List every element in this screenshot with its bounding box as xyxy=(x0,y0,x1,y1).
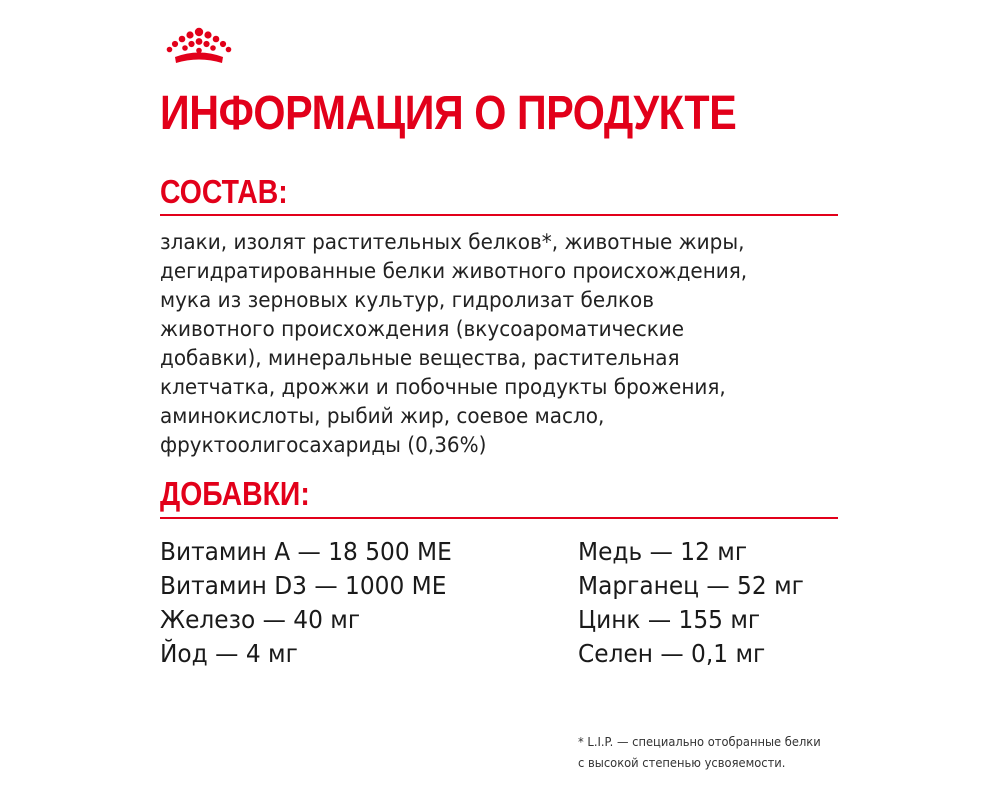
footnote xyxy=(578,731,821,773)
additive-item: Железо — 40 мг xyxy=(160,605,361,634)
footnote-line: с высокой степенью усвояемости. xyxy=(578,755,786,770)
composition-line: животного происхождения (вкусоароматические xyxy=(160,317,685,342)
additives-heading: ДОБАВКИ: xyxy=(160,475,310,512)
additive-item: Селен — 0,1 мг xyxy=(578,639,766,668)
composition-text xyxy=(160,228,811,460)
composition-line: злаки, изолят растительных белков*, животные жиры, xyxy=(160,230,745,255)
additives-list-left xyxy=(160,535,452,671)
page-title: ИНФОРМАЦИЯ О ПРОДУКТЕ xyxy=(160,87,737,140)
composition-line: фруктоолигосахариды (0,36%) xyxy=(160,433,487,458)
composition-line: дегидратированные белки животного происхождения, xyxy=(160,259,748,284)
composition-divider xyxy=(160,214,838,216)
additive-item: Медь — 12 мг xyxy=(578,537,748,566)
footnote-line: * L.I.P. — специально отобранные белки xyxy=(578,734,821,749)
additive-item: Витамин D3 — 1000 МЕ xyxy=(160,571,447,600)
composition-line: клетчатка, дрожжи и побочные продукты брожения, xyxy=(160,375,726,400)
composition-line: аминокислоты, рыбий жир, соевое масло, xyxy=(160,404,605,429)
crown-icon xyxy=(165,26,233,68)
additives-divider xyxy=(160,517,838,519)
additive-item: Йод — 4 мг xyxy=(160,639,298,668)
additive-item: Цинк — 155 мг xyxy=(578,605,761,634)
additives-list-right xyxy=(578,535,804,671)
composition-line: мука из зерновых культур, гидролизат белков xyxy=(160,288,655,313)
composition-heading: СОСТАВ: xyxy=(160,173,288,210)
additive-item: Витамин А — 18 500 МЕ xyxy=(160,537,452,566)
additive-item: Марганец — 52 мг xyxy=(578,571,804,600)
composition-line: добавки), минеральные вещества, растительная xyxy=(160,346,680,371)
